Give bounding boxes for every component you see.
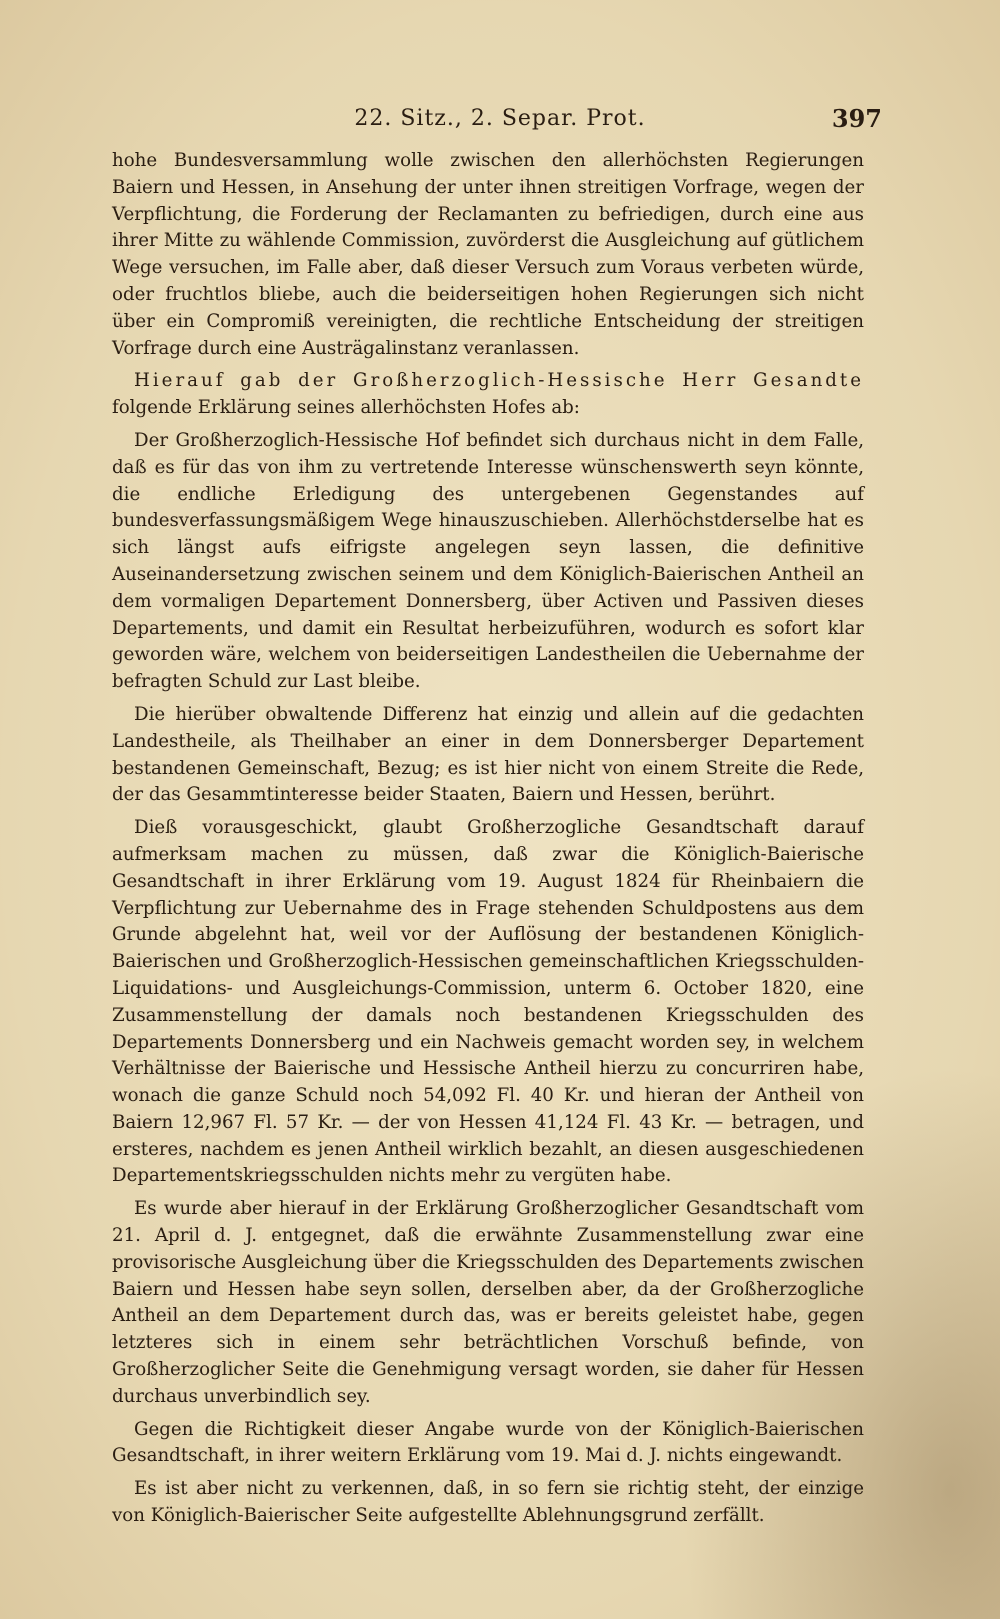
paragraph-declaration-intro (112, 368, 864, 422)
running-head (0, 106, 1000, 136)
paragraph: Die hierüber obwaltende Differenz hat einzig und allein auf die gedachten Landestheile, als Theilhaber an einer in dem Donnersberger Departement bestandenen Gemeinschaft, Bezug; es ist hier nicht von einem Streite die Rede, der das Gesammtinteresse beider Staaten, Baiern und Hessen, berührt. (112, 703, 864, 806)
paragraph: Es ist aber nicht zu verkennen, daß, in so fern sie richtig steht, der einzige von Königlich-Baierischer Seite aufgestellte Ablehnungsgrund zerfällt. (112, 1478, 864, 1527)
spaced-lead: Hierauf gab der Großherzoglich-Hessische Herr Gesandte (134, 370, 864, 392)
paragraph-text: folgende Erklärung seines allerhöchsten Hofes ab: (112, 397, 580, 419)
page-number: 397 (831, 104, 882, 133)
running-head-title: 22. Sitz., 2. Separ. Prot. (354, 106, 646, 131)
paragraph: Es wurde aber hierauf in der Erklärung Großherzoglicher Gesandtschaft vom 21. April d. J. entgegnet, daß die erwähnte Zusammenstellung zwar eine provisorische Ausgleichung über die Kriegsschulden des Departements zwischen Baiern und Hessen habe seyn sollen, derselben aber, da der Großherzogliche Antheil an dem Departement durch das, was er bereits geleistet habe, gegen letzteres sich in einem sehr beträchtlichen Vorschuß befinde, von Großherzoglicher Seite die Genehmigung versagt worden, sie daher für Hessen durchaus unverbindlich sey. (112, 1198, 864, 1407)
paragraph-continuation: hohe Bundesversammlung wolle zwischen den allerhöchsten Regierungen Baiern und Hessen, in Ansehung der unter ihnen streitigen Vorfrage, wegen der Verpflichtung, die Forderung der Reclamanten zu befriedigen, durch eine aus ihrer Mitte zu wählende Commission, zuvörderst die Ausgleichung auf gütlichem Wege versuchen, im Falle aber, daß dieser Versuch zum Voraus verbeten würde, oder fruchtlos bliebe, auch die beiderseitigen hohen Regierungen sich nicht über ein Compromiß vereinigten, die rechtliche Entscheidung der streitigen Vorfrage durch eine Austrägalinstanz veranlassen. (112, 150, 864, 359)
paragraph: Der Großherzoglich-Hessische Hof befindet sich durchaus nicht in dem Falle, daß es für das von ihm zu vertretende Interesse wünschenswerth seyn könnte, die endliche Erledigung des untergebenen Gegenstandes auf bundesverfassungsmäßigem Wege hinauszuschieben. Allerhöchstderselbe hat es sich längst aufs eifrigste angelegen seyn lassen, die definitive Auseinandersetzung zwischen seinem und dem Königlich-Baierischen Antheil an dem vormaligen Departement Donnersberg, über Activen und Passiven dieses Departements, und damit ein Resultat herbeizuführen, wodurch es sofort klar geworden wäre, welchem von beiderseitigen Landestheilen die Uebernahme der befragten Schuld zur Last bleibe. (112, 429, 864, 693)
paragraph: Dieß vorausgeschickt, glaubt Großherzogliche Gesandtschaft darauf aufmerksam machen zu müssen, daß zwar die Königlich-Baierische Gesandtschaft in ihrer Erklärung vom 19. August 1824 für Rheinbaiern die Verpflichtung zur Uebernahme des in Frage stehenden Schuldpostens aus dem Grunde abgelehnt hat, weil vor der Auflösung der bestandenen Königlich-Baierischen und Großherzoglich-Hessischen gemeinschaftlichen Kriegsschulden-Liquidations- und Ausgleichungs-Commission, unterm 6. October 1820, eine Zusammenstellung der damals noch bestandenen Kriegsschulden des Departements Donnersberg und ein Nachweis gemacht worden sey, in welchem Verhältnisse der Baierische und Hessische Antheil hierzu zu concurriren habe, wonach die ganze Schuld noch 54,092 Fl. 40 Kr. und hieran der Antheil von Baiern 12,967 Fl. 57 Kr. — der von Hessen 41,124 Fl. 43 Kr. — betragen, und ersteres, nachdem es jenen Antheil wirklich bezahlt, an diesen ausgeschiedenen Departementskriegsschulden nichts mehr zu vergüten habe. (112, 817, 864, 1187)
body-text (112, 148, 864, 1536)
paragraph: Gegen die Richtigkeit dieser Angabe wurde von der Königlich-Baierischen Gesandtschaft, in ihrer weitern Erklärung vom 19. Mai d. J. nichts eingewandt. (112, 1418, 864, 1467)
